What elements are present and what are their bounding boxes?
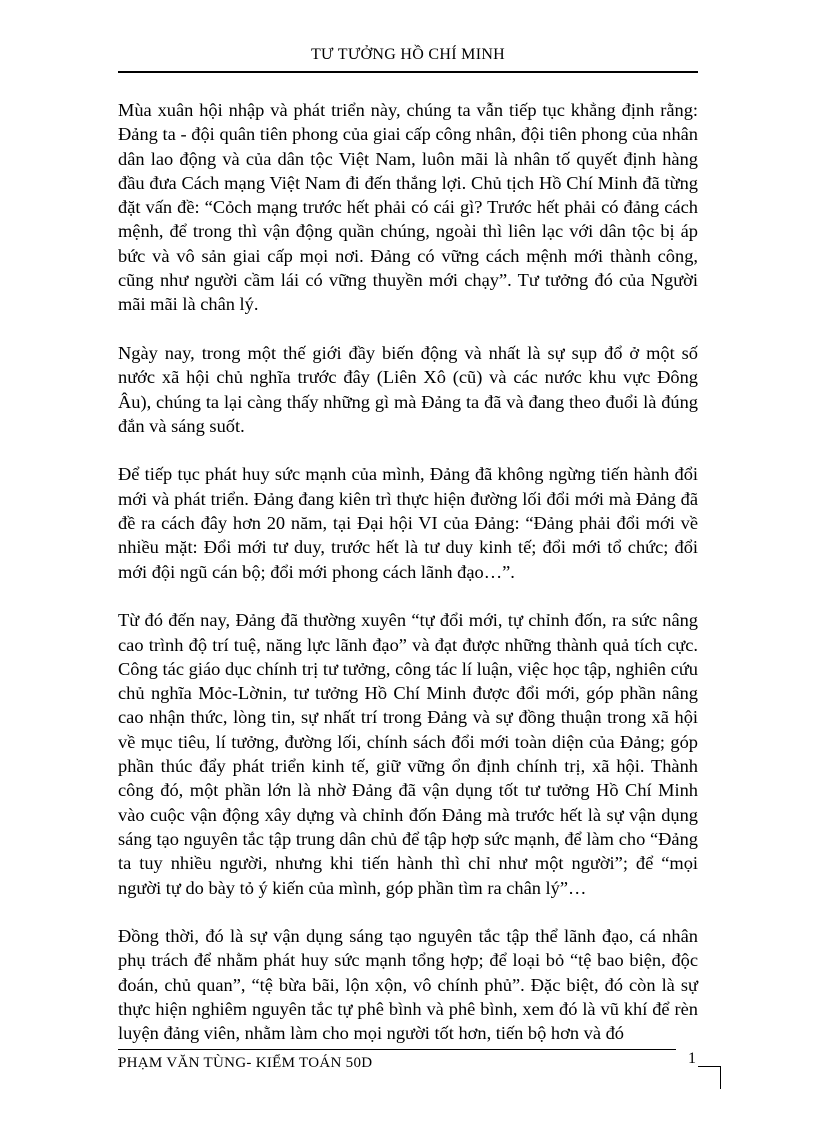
- paragraph-2: Ngày nay, trong một thế giới đầy biến động và nhất là sự sụp đổ ở một số nước xã hội chủ nghĩa trước đây (Liên Xô (cũ) và các nước khu vực Đông Âu), chúng ta lại càng thấy những gì mà Đảng ta đã và đang theo đuổi là đúng đắn và sáng suốt.: [118, 342, 698, 436]
- footer-divider: [118, 1049, 676, 1050]
- footer-author: PHẠM VĂN TÙNG- KIỂM TOÁN 50D: [118, 1055, 373, 1071]
- header-divider: [118, 71, 698, 73]
- paragraph-3: Để tiếp tục phát huy sức mạnh của mình, Đảng đã không ngừng tiến hành đổi mới và phát triển. Đảng đang kiên trì thực hiện đường lối đổi mới mà Đảng đã đề ra cách đây hơn 20 năm, tại Đại hội VI của Đảng: “Đảng phải đổi mới về nhiều mặt: Đổi mới tư duy, trước hết là tư duy kinh tế; đổi mới tổ chức; đổi mới đội ngũ cán bộ; đổi mới phong cách lãnh đạo…”.: [118, 464, 698, 582]
- page-number: 1: [688, 1050, 696, 1067]
- document-body: [118, 98, 698, 1046]
- paragraph-4: Từ đó đến nay, Đảng đã thường xuyên “tự đổi mới, tự chỉnh đốn, ra sức nâng cao trình độ trí tuệ, năng lực lãnh đạo” và đạt được những thành quả tích cực. Công tác giáo dục chính trị tư tưởng, công tác lí luận, việc học tập, nghiên cứu chủ nghĩa Mỏc-Lờnin, tư tưởng Hồ Chí Minh được đổi mới, góp phần nâng cao nhận thức, lòng tin, sự nhất trí trong Đảng và sự đồng thuận trong xã hội về mục tiêu, lí tưởng, đường lối, chính sách đổi mới toàn diện của Đảng; góp phần thúc đẩy phát triển kinh tế, giữ vững ổn định chính trị, xã hội. Thành công đó, một phần lớn là nhờ Đảng đã vận dụng tốt tư tưởng Hồ Chí Minh vào cuộc vận động xây dựng và chỉnh đốn Đảng mà trước hết là sự vận dụng sáng tạo nguyên tắc tập trung dân chủ để tập hợp sức mạnh, để làm cho “Đảng ta tuy nhiều người, nhưng khi tiến hành thì chỉ như một người”; để “mọi người tự do bày tỏ ý kiến của mình, góp phần tìm ra chân lý”…: [118, 610, 698, 898]
- paragraph-1: Mùa xuân hội nhập và phát triển này, chúng ta vẫn tiếp tục khẳng định rằng: Đảng ta - đội quân tiên phong của giai cấp công nhân, đội tiên phong của nhân dân lao động và của dân tộc Việt Nam, luôn mãi là nhân tố quyết định hàng đầu đưa Cách mạng Việt Nam đi đến thắng lợi. Chủ tịch Hồ Chí Minh đã từng đặt vấn đề: “Cỏch mạng trước hết phải có cái gì? Trước hết phải có đảng cách mệnh, để trong thì vận động quần chúng, ngoài thì liên lạc với dân tộc bị áp bức và vô sản giai cấp mọi nơi. Đảng có vững cách mệnh mới thành công, cũng như người cầm lái có vững thuyền mới chạy”. Tư tưởng đó của Người mãi mãi là chân lý.: [118, 100, 698, 315]
- page-corner-mark: [698, 1066, 721, 1089]
- paragraph-5: Đồng thời, đó là sự vận dụng sáng tạo nguyên tắc tập thể lãnh đạo, cá nhân phụ trách để nhằm phát huy sức mạnh tổng hợp; để loại bỏ “tệ bao biện, độc đoán, chủ quan”, “tệ bừa bãi, lộn xộn, vô chính phủ”. Đặc biệt, đó còn là sự thực hiện nghiêm nguyên tắc tự phê bình và phê bình, xem đó là vũ khí để rèn luyện đảng viên, nhằm làm cho mọi người tốt hơn, tiến bộ hơn và đó: [118, 926, 698, 1044]
- running-header: TƯ TƯỞNG HỒ CHÍ MINH: [310, 46, 506, 63]
